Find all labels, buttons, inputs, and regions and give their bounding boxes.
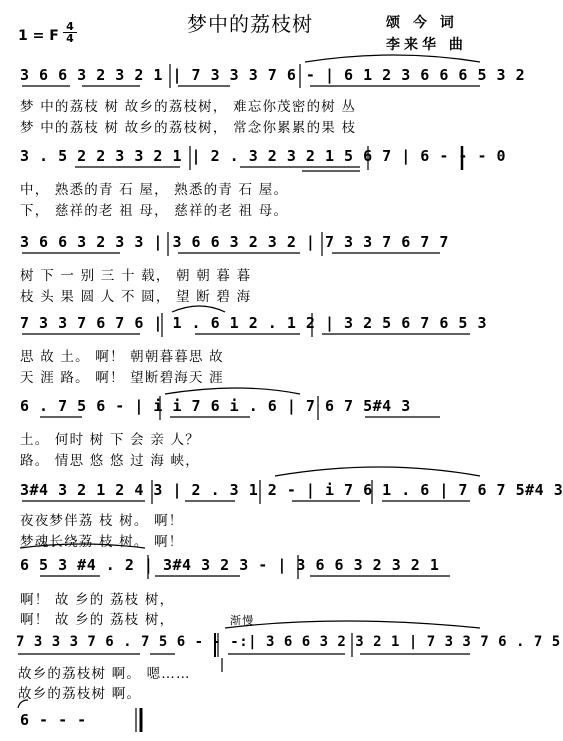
- tempo-annotation: 渐慢: [230, 614, 255, 627]
- key-signature: 1 = F: [18, 28, 59, 44]
- slur: [225, 621, 480, 628]
- lyricist-credit: 颂 今 词: [386, 15, 458, 31]
- lyric-line: 下， 慈祥的老 祖 母， 慈祥的老 祖 母。: [20, 203, 289, 219]
- slur: [20, 544, 145, 548]
- lyric-line: 路。 情思 悠 悠 过 海 峡，: [20, 453, 200, 469]
- meter-top: 4: [66, 20, 74, 33]
- notation-line: 3 6 6 3 2 3 3 | 3 6 6 3 2 3 2 | 7 3 3 7 6 7 7: [20, 233, 449, 251]
- lyric-line: 中， 熟悉的青 石 屋， 熟悉的青 石 屋。: [20, 182, 289, 198]
- notation-line: 6 . 7 5 6 - | i i 7 6 i . 6 | 7 6 7 5#4 3: [20, 397, 411, 415]
- notation-line: 3 . 5 2 2 3 3 2 1 | 2 . 3 2 3 2 1 5 6 7 | 6 - - - 0: [20, 147, 507, 165]
- composer-credit: 李来华 曲: [386, 37, 467, 53]
- slur: [172, 306, 225, 312]
- lyric-line: 啊！ 故 乡的 荔枝 树，: [20, 612, 175, 628]
- lyric-line: 枝 头 果 圆 人 不 圆， 望 断 碧 海: [20, 289, 252, 305]
- song-title: 梦中的荔枝树: [187, 12, 313, 36]
- slur: [305, 55, 480, 62]
- lyric-line: 啊！ 故 乡的 荔枝 树，: [20, 592, 175, 608]
- slur: [18, 700, 28, 708]
- slur: [165, 388, 300, 394]
- lyric-line: 梦魂长绕荔 枝 树。 啊！: [20, 534, 184, 550]
- lyric-line: 夜夜梦伴荔 枝 树。 啊！: [20, 513, 184, 529]
- lyric-line: 土。 何时 树 下 会 亲 人？: [20, 432, 200, 448]
- meter-bottom: 4: [63, 32, 77, 44]
- lyric-line: 故乡的荔枝树 啊。: [18, 686, 142, 702]
- notation-line: 7 3 3 3 7 6 . 7 5 6 - - -:| 3 6 6 3 2 3 2 1 | 7 3 3 7 6 . 7 5: [16, 634, 561, 650]
- slur: [275, 467, 480, 476]
- notation-line: 6 - - -: [20, 711, 87, 729]
- notation-line: 7 3 3 7 6 7 6 | 1 . 6 1 2 . 1 2 | 3 2 5 6 7 6 5 3: [20, 314, 488, 332]
- lyric-line: 故乡的荔枝树 啊。 嗯……: [18, 666, 191, 682]
- notation-line: 3#4 3 2 1 2 4 3 | 2 . 3 1 2 - | i 7 6 1 . 6 | 7 6 7 5#4 3: [20, 481, 563, 499]
- notation-line: 6 5 3 #4 . 2 | 3#4 3 2 3 - | 3 6 6 3 2 3 2 1: [20, 556, 440, 574]
- lyric-line: 梦 中的荔枝 树 故乡的荔枝树， 难忘你茂密的树 丛: [20, 99, 357, 115]
- lyric-line: 天 涯 路。 啊！ 望断碧海天 涯: [20, 370, 224, 386]
- lyric-line: 思 故 土。 啊！ 朝朝暮暮思 故: [20, 349, 224, 365]
- notation-line: 3 6 6 3 2 3 2 1 | 7 3 3 3 7 6 - | 6 1 2 3 6 6 6 5 3 2: [20, 66, 526, 84]
- lyric-line: 树 下 一 别 三 十 载， 朝 朝 暮 暮: [20, 268, 252, 284]
- lyric-line: 梦 中的荔枝 树 故乡的荔枝树， 常念你累累的果 枝: [20, 120, 357, 136]
